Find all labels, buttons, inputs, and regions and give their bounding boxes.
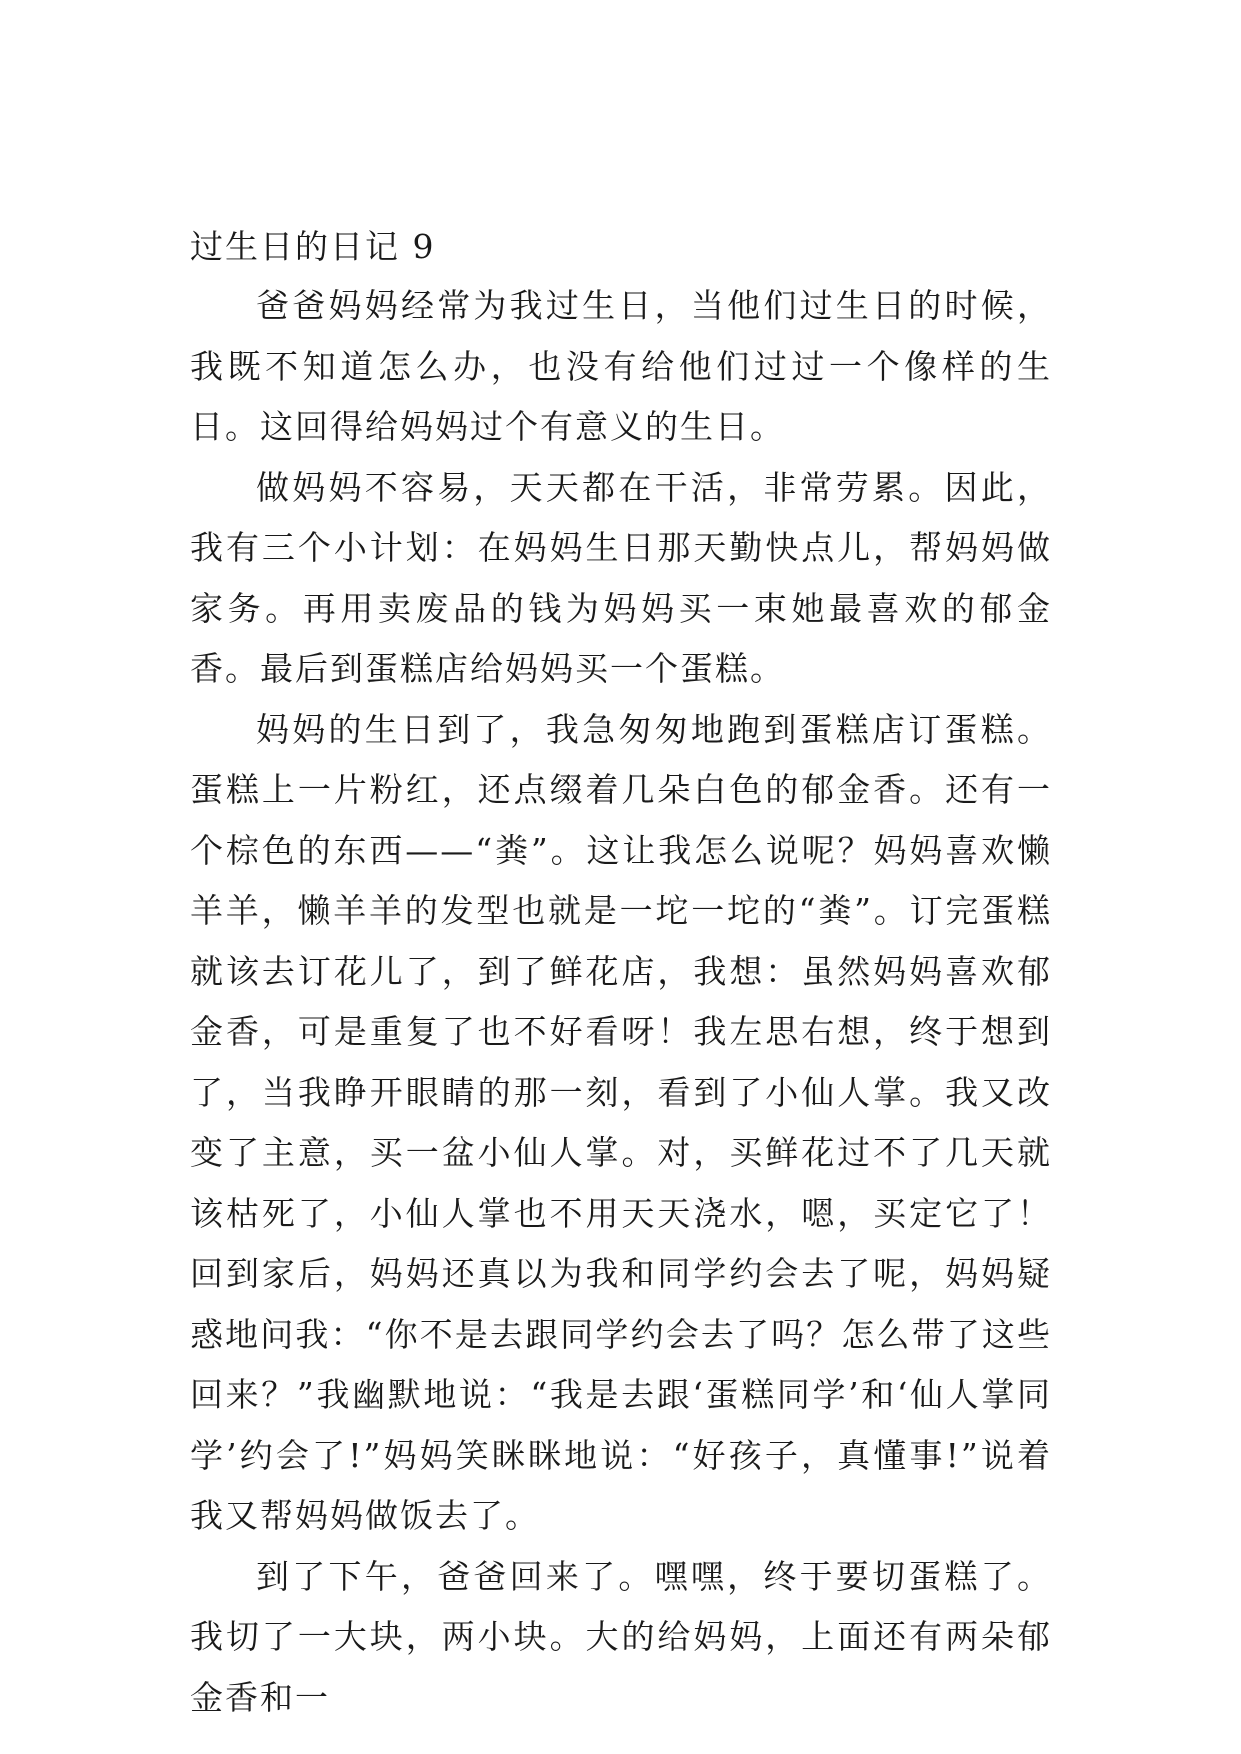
paragraph-3: 妈妈的生日到了，我急匆匆地跑到蛋糕店订蛋糕。蛋糕上一片粉红，还点缀着几朵白色的郁金香。还有一个棕色的东西——“粪”。这让我怎么说呢？妈妈喜欢懒羊羊，懒羊羊的发型也就是一坨一坨的“粪”。订完蛋糕就该去订花儿了，到了鲜花店，我想：虽然妈妈喜欢郁金香，可是重复了也不好看呀！我左思右想，终于想到了，当我睁开眼睛的那一刻，看到了小仙人掌。我又改变了主意，买一盆小仙人掌。对，买鲜花过不了几天就该枯死了，小仙人掌也不用天天浇水，嗯，买定它了！回到家后，妈妈还真以为我和同学约会去了呢，妈妈疑惑地问我：“你不是去跟同学约会去了吗？怎么带了这些回来？”我幽默地说：“我是去跟‘蛋糕同学’和‘仙人掌同学’约会了!”妈妈笑眯眯地说：“好孩子，真懂事!”说着我又帮妈妈做饭去了。 <box>190 709 1052 1535</box>
document-title: 过生日的日记 9 <box>190 227 436 266</box>
paragraph-4: 到了下午，爸爸回来了。嘿嘿，终于要切蛋糕了。我切了一大块，两小块。大的给妈妈，上面还有两朵郁金香和一 <box>190 1556 1052 1717</box>
paragraph-2: 做妈妈不容易，天天都在干活，非常劳累。因此，我有三个小计划：在妈妈生日那天勤快点儿，帮妈妈做家务。再用卖废品的钱为妈妈买一束她最喜欢的郁金香。最后到蛋糕店给妈妈买一个蛋糕。 <box>190 467 1052 688</box>
document-page <box>190 218 1052 1728</box>
paragraph-1: 爸爸妈妈经常为我过生日，当他们过生日的时候，我既不知道怎么办，也没有给他们过过一个像样的生日。这回得给妈妈过个有意义的生日。 <box>190 286 1052 446</box>
